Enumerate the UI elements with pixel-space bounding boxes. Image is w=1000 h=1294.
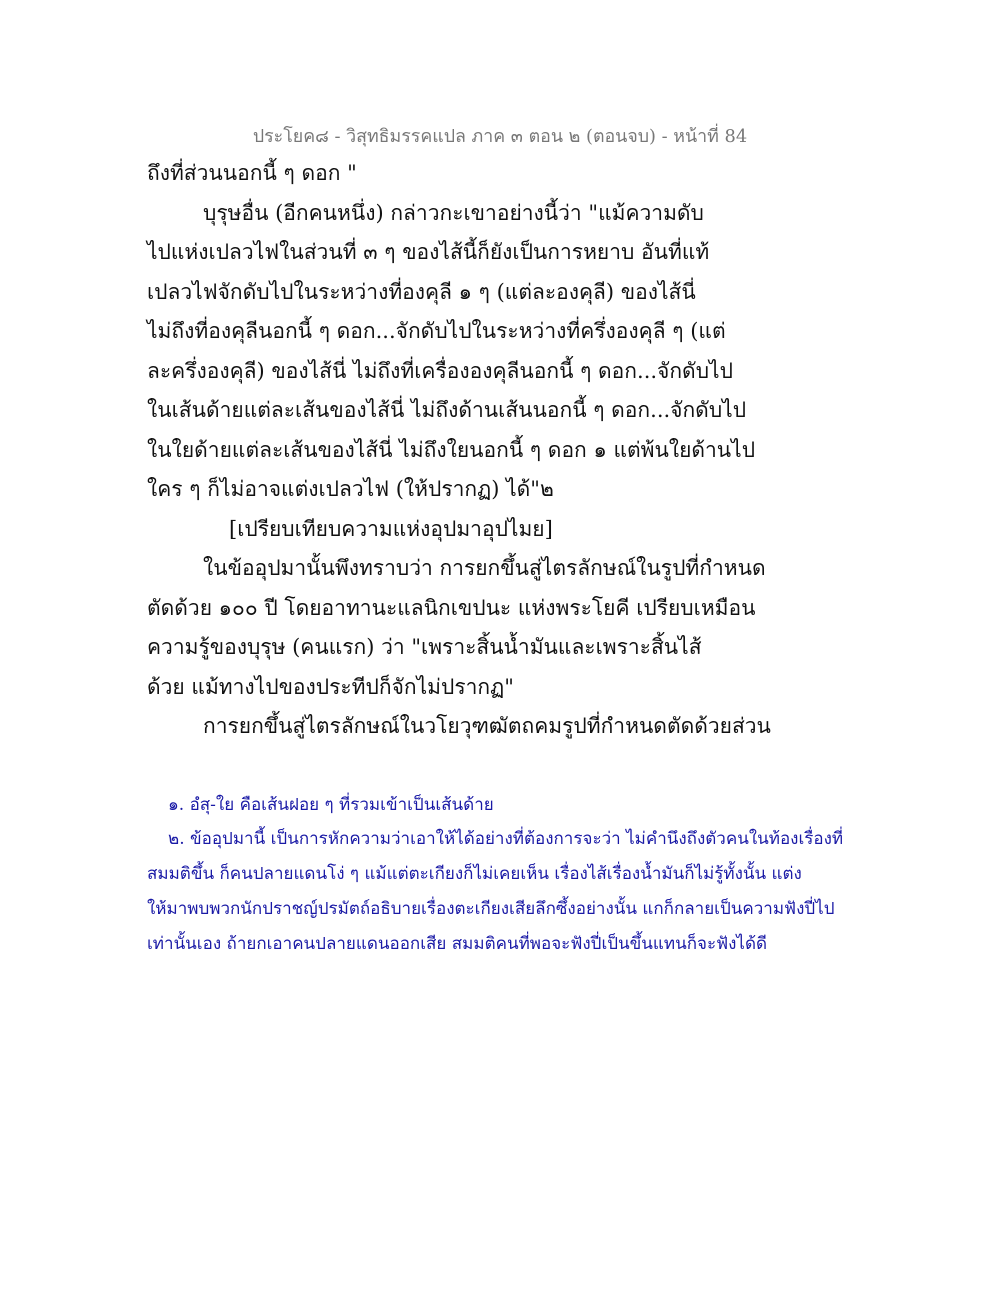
body-line: ไปแห่งเปลวไฟในส่วนที่ ๓ ๆ ของไส้นี้ก็ยังเป็นการหยาบ อันที่แท้ <box>147 240 710 264</box>
body-line: ในใยด้ายแต่ละเส้นของไส้นี่ ไม่ถึงใยนอกนี้ ๆ ดอก ๑ แต่พ้นใยด้านไป <box>147 438 756 462</box>
body-line: ไม่ถึงที่องคุลีนอกนี้ ๆ ดอก...จักดับไปในระหว่างที่ครึ่งองคุลี ๆ (แต่ <box>147 319 726 343</box>
footnote-line: สมมติขึ้น ก็คนปลายแดนโง่ ๆ แม้แต่ตะเกียงก็ไม่เคยเห็น เรื่องไส้เรื่องน้ำมันก็ไม่รู้ทั้งนั้น แต่ง <box>147 864 802 884</box>
body-line: ตัดด้วย ๑๐๐ ปี โดยอาทานะแลนิกเขปนะ แห่งพระโยคี เปรียบเหมือน <box>147 596 756 620</box>
page-header: ประโยค๘ - วิสุทธิมรรคแปล ภาค ๓ ตอน ๒ (ตอนจบ) - หน้าที่ 84 <box>252 126 748 147</box>
body-line: ความรู้ของบุรุษ (คนแรก) ว่า "เพราะสิ้นน้ำมันและเพราะสิ้นไส้ <box>147 635 702 659</box>
body-line: ใคร ๆ ก็ไม่อาจแต่งเปลวไฟ (ให้ปรากฏ) ได้"๒ <box>147 477 554 501</box>
body-line: เปลวไฟจักดับไปในระหว่างที่องคุลี ๑ ๆ (แต่ละองคุลี) ของไส้นี่ <box>147 280 696 304</box>
footnote-line: ให้มาพบพวกนักปราชญ์ปรมัตถ์อธิบายเรื่องตะเกียงเสียลึกซึ้งอย่างนั้น แกก็กลายเป็นความฟังปี่ไป <box>147 899 835 919</box>
footnote-1: ๑. อํสุ-ใย คือเส้นฝอย ๆ ที่รวมเข้าเป็นเส้นด้าย <box>168 795 494 815</box>
footnote-line: เท่านั้นเอง ถ้ายกเอาคนปลายแดนออกเสีย สมมติคนที่พอจะฟังปี่เป็นขึ้นแทนก็จะฟังได้ดี <box>147 934 768 954</box>
body-line: บุรุษอื่น (อีกคนหนึ่ง) กล่าวกะเขาอย่างนี้ว่า "แม้ความดับ <box>203 201 704 225</box>
body-line: ด้วย แม้ทางไปของประทีปก็จักไม่ปรากฏ" <box>147 675 514 699</box>
footnote-2: ๒. ข้ออุปมานี้ เป็นการหักความว่าเอาให้ได้อย่างที่ต้องการจะว่า ไม่คำนึงถึงตัวคนในท้องเรื่องที่ <box>168 829 844 849</box>
body-line: ในเส้นด้ายแต่ละเส้นของไส้นี่ ไม่ถึงด้านเส้นนอกนี้ ๆ ดอก...จักดับไป <box>147 398 747 422</box>
body-line: ถึงที่ส่วนนอกนี้ ๆ ดอก " <box>147 161 357 185</box>
body-line: ในข้ออุปมานั้นพึงทราบว่า การยกขึ้นสู่ไตรลักษณ์ในรูปที่กำหนด <box>203 556 766 580</box>
section-heading: [เปรียบเทียบความแห่งอุปมาอุปไมย] <box>229 517 553 541</box>
body-line: การยกขึ้นสู่ไตรลักษณ์ในวโยวุฑฒัตถคมรูปที่กำหนดตัดด้วยส่วน <box>203 714 771 738</box>
body-line: ละครึ่งองคุลี) ของไส้นี่ ไม่ถึงที่เครื่ององคุลีนอกนี้ ๆ ดอก...จักดับไป <box>147 359 733 383</box>
